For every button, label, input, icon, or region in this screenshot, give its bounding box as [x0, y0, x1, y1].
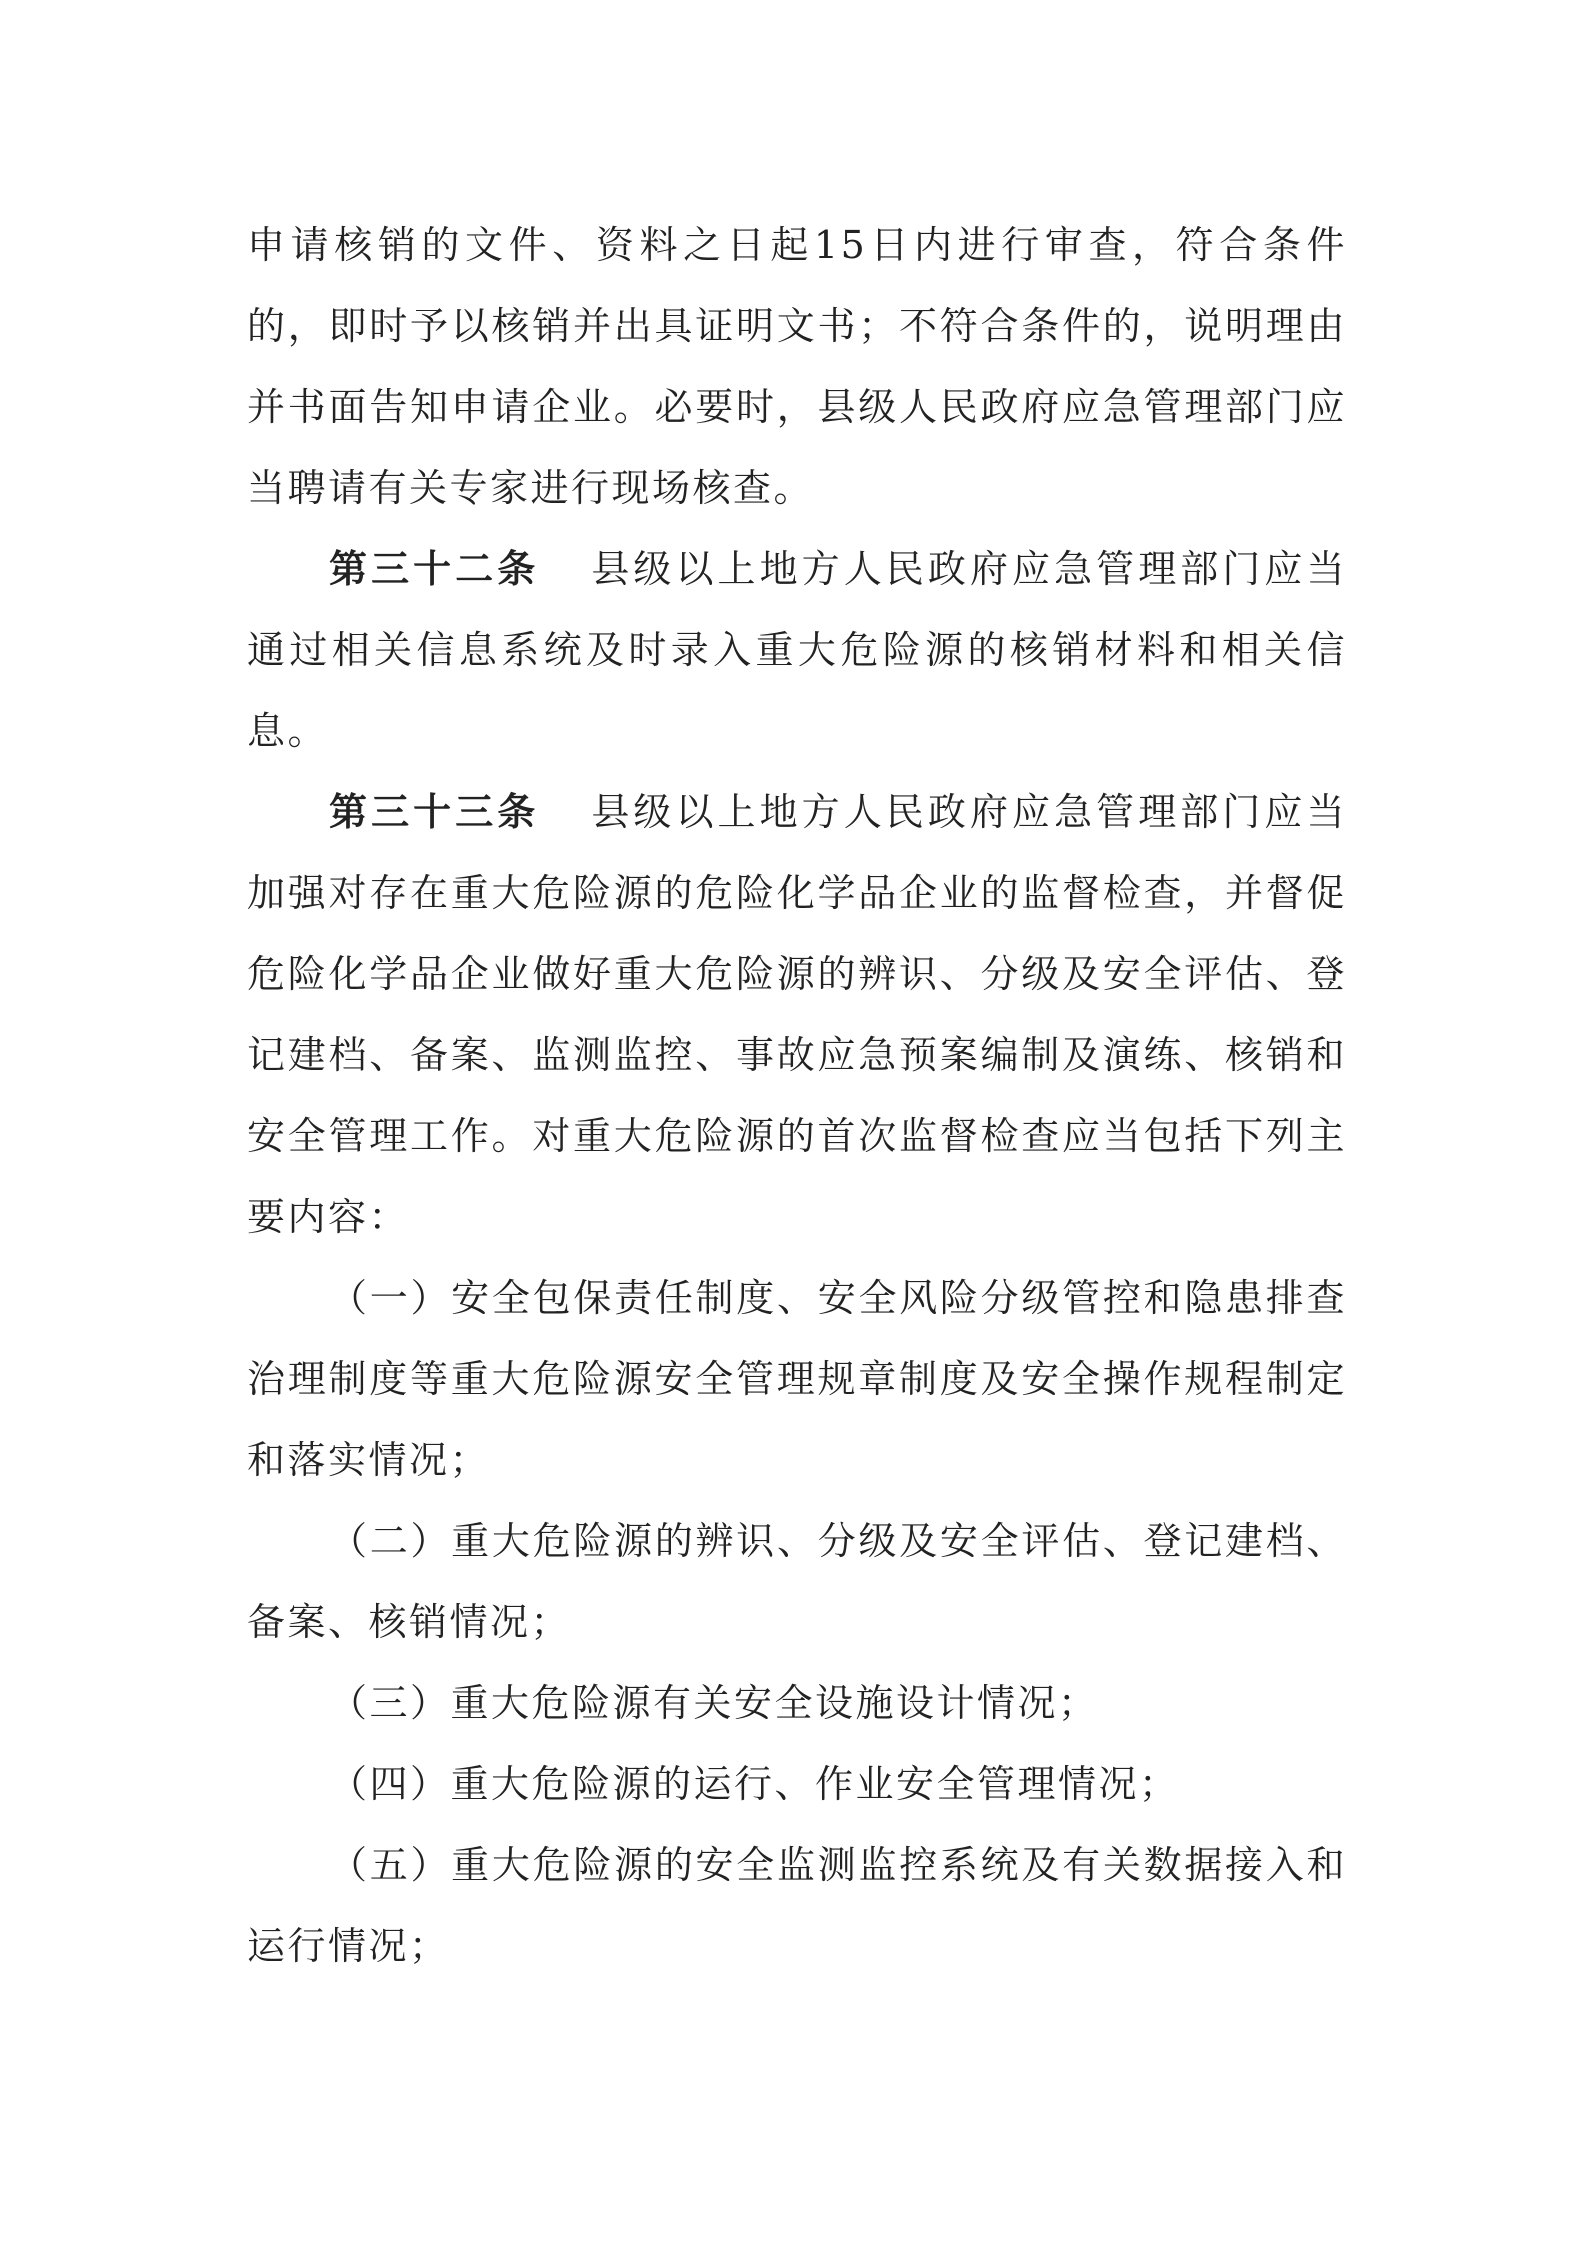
list-item-2: [247, 1501, 1347, 1663]
article-32-paragraph: [247, 529, 1347, 772]
list-item-5: [247, 1825, 1347, 1987]
paragraph-text: 申请核销的文件、资料之日起15日内进行审查，符合条件的，即时予以核销并出具证明文书；不符合条件的，说明理由并书面告知申请企业。必要时，县级人民政府应急管理部门应当聘请有关专家进行现场核查。: [247, 223, 1347, 510]
article-label: 第三十三条: [329, 790, 540, 834]
document-body: [247, 205, 1347, 1987]
list-item-3: [247, 1663, 1347, 1744]
article-33-paragraph: [247, 772, 1347, 1258]
paragraph-continuation: [247, 205, 1347, 529]
paragraph-text: （四）重大危险源的运行、作业安全管理情况；: [329, 1762, 1180, 1806]
paragraph-text: （三）重大危险源有关安全设施设计情况；: [329, 1681, 1099, 1725]
paragraph-text: （五）重大危险源的安全监测监控系统及有关数据接入和运行情况；: [247, 1843, 1347, 1968]
paragraph-text: （一）安全包保责任制度、安全风险分级管控和隐患排查治理制度等重大危险源安全管理规章制度及安全操作规程制定和落实情况；: [247, 1276, 1347, 1482]
paragraph-text: 县级以上地方人民政府应急管理部门应当通过相关信息系统及时录入重大危险源的核销材料和相关信息。: [247, 547, 1347, 753]
list-item-4: [247, 1744, 1347, 1825]
paragraph-text: 县级以上地方人民政府应急管理部门应当加强对存在重大危险源的危险化学品企业的监督检查，并督促危险化学品企业做好重大危险源的辨识、分级及安全评估、登记建档、备案、监测监控、事故应急预案编制及演练、核销和安全管理工作。对重大危险源的首次监督检查应当包括下列主要内容：: [247, 790, 1347, 1239]
list-item-1: [247, 1258, 1347, 1501]
paragraph-text: （二）重大危险源的辨识、分级及安全评估、登记建档、备案、核销情况；: [247, 1519, 1347, 1644]
article-label: 第三十二条: [329, 547, 540, 591]
